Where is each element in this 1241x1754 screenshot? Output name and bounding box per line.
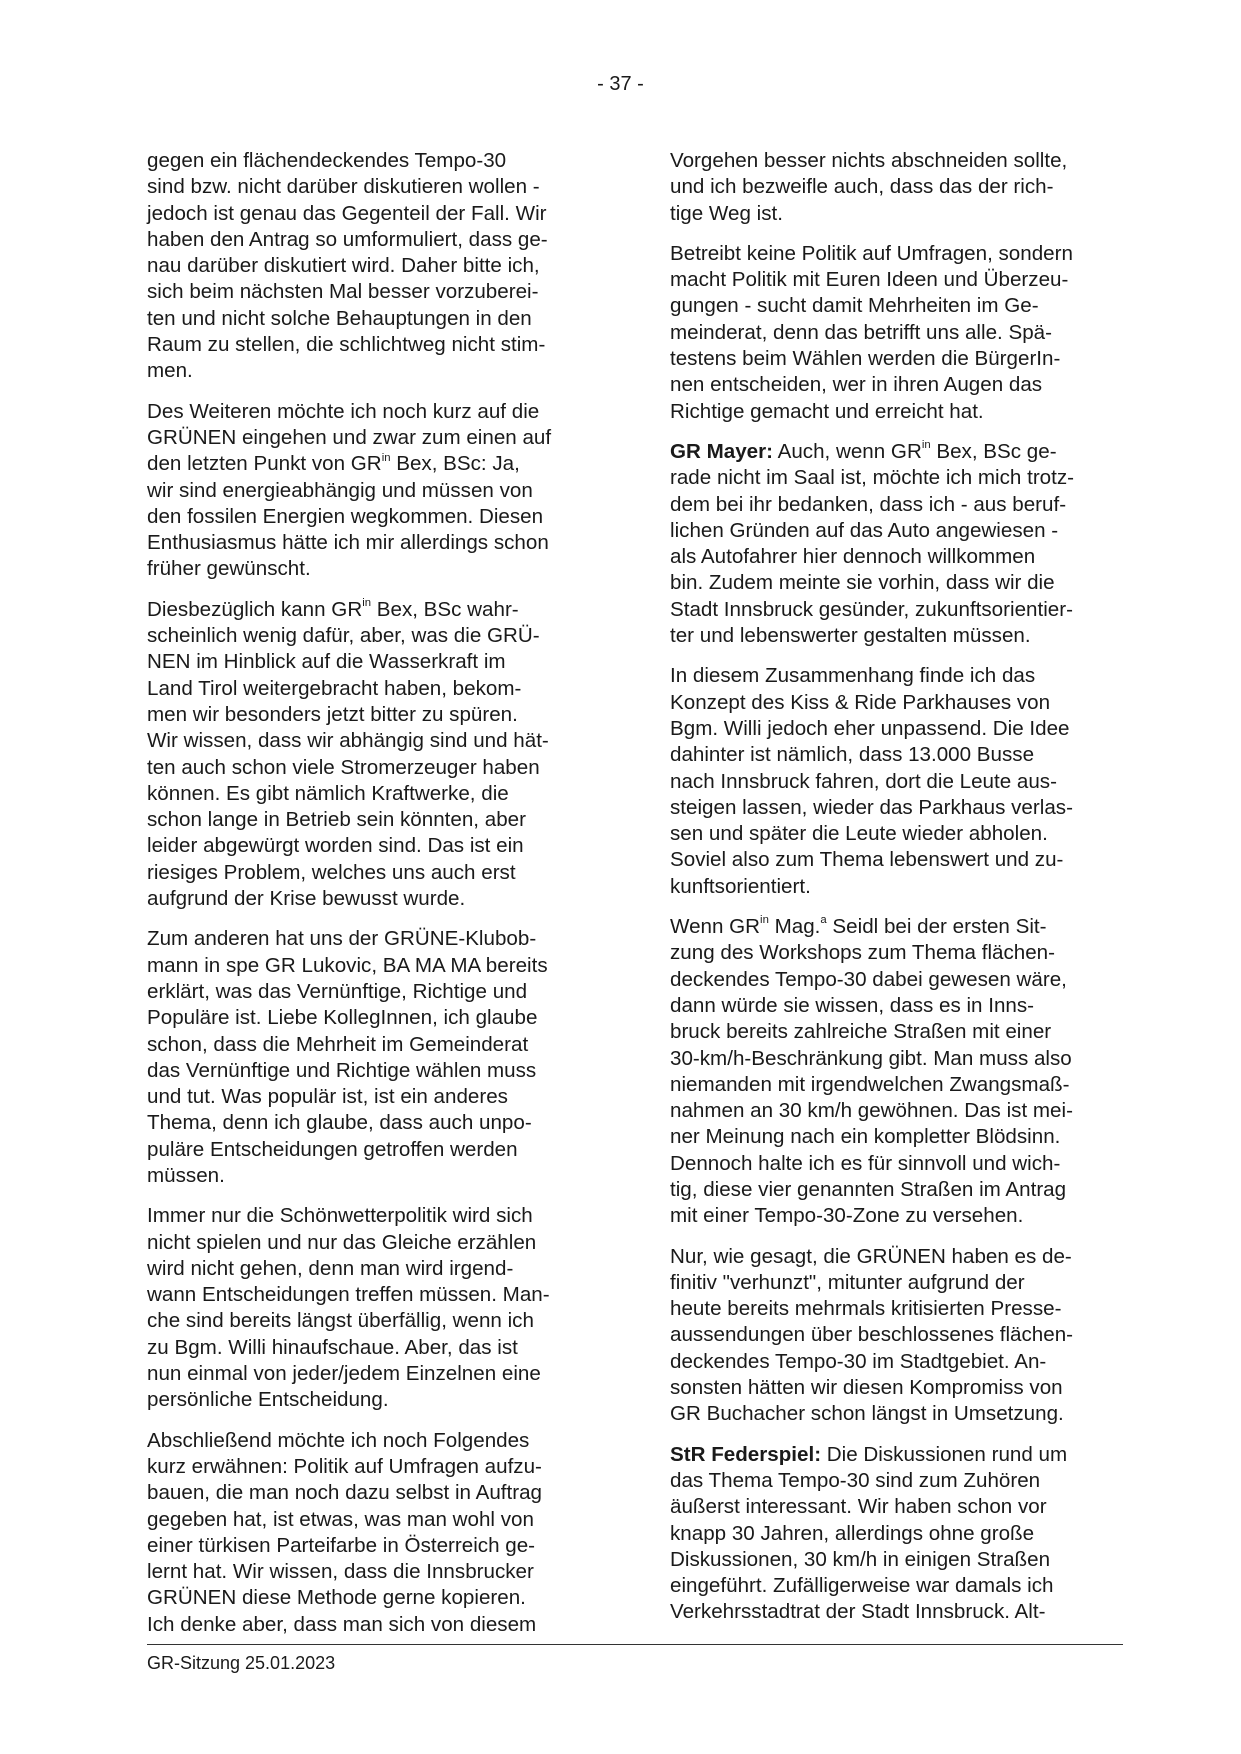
text-fragment: den letzten Punkt von GR xyxy=(147,452,382,476)
speaker-name: StR Federspiel: xyxy=(670,1442,822,1466)
text-line: dahinter ist nämlich, dass 13.000 Busse xyxy=(670,743,1035,767)
page-number: - 37 - xyxy=(597,73,644,95)
superscript: in xyxy=(921,439,931,452)
footer-divider xyxy=(147,1644,1123,1645)
paragraph xyxy=(147,926,603,1189)
text-fragment: Seidl bei der ersten Sit- xyxy=(826,915,1047,939)
text-line: GR Buchacher schon längst in Umsetzung. xyxy=(670,1402,1064,1426)
text-line: aufgrund der Krise bewusst wurde. xyxy=(147,887,466,911)
text-line: bruck bereits zahlreiche Straßen mit einer xyxy=(670,1020,1052,1044)
text-line: schon lange in Betrieb sein könnten, aber xyxy=(147,808,526,832)
text-line: sonsten hätten wir diesen Kompromiss von xyxy=(670,1376,1063,1400)
text-line: ten und nicht solche Behauptungen in den xyxy=(147,306,532,330)
text-line: zu Bgm. Willi hinaufschaue. Aber, das ist xyxy=(147,1335,518,1359)
speaker-name: GR Mayer: xyxy=(670,439,773,463)
text-line: wird nicht gehen, denn man wird irgend- xyxy=(147,1256,514,1280)
text-line xyxy=(670,914,1126,940)
text-line: ner Meinung nach ein kompletter Blödsinn. xyxy=(670,1125,1061,1149)
text-line: leider abgewürgt worden sind. Das ist ein xyxy=(147,834,524,858)
text-line: sich beim nächsten Mal besser vorzuberei- xyxy=(147,280,539,304)
text-line: nen entscheiden, wer in ihren Augen das xyxy=(670,373,1043,397)
text-line: rade nicht im Saal ist, möchte ich mich trotz- xyxy=(670,466,1075,490)
text-line: schon, dass die Mehrheit im Gemeinderat xyxy=(147,1032,529,1056)
text-line: In diesem Zusammenhang finde ich das xyxy=(670,664,1036,688)
paragraph xyxy=(147,399,603,583)
text-line: Dennoch halte ich es für sinnvoll und wich- xyxy=(670,1151,1061,1175)
text-line: jedoch ist genau das Gegenteil der Fall. Wir xyxy=(147,201,547,225)
text-line: das Thema Tempo-30 sind zum Zuhören xyxy=(670,1468,1041,1492)
text-line: den fossilen Energien wegkommen. Diesen xyxy=(147,504,544,528)
text-line: NEN im Hinblick auf die Wasserkraft im xyxy=(147,650,506,674)
text-line: eingeführt. Zufälligerweise war damals ich xyxy=(670,1574,1054,1598)
text-line: Konzept des Kiss & Ride Parkhauses von xyxy=(670,690,1051,714)
text-fragment: Mag. xyxy=(768,915,821,939)
text-fragment: Bex, BSc ge- xyxy=(930,439,1057,463)
text-line: gegen ein flächendeckendes Tempo-30 xyxy=(147,149,507,172)
superscript: a xyxy=(820,914,827,927)
paragraph xyxy=(670,439,1126,649)
text-line: als Autofahrer hier dennoch willkommen xyxy=(670,545,1036,569)
text-line: che sind bereits längst überfällig, wenn ich xyxy=(147,1309,534,1333)
paragraph xyxy=(147,148,603,385)
text-line: Vorgehen besser nichts abschneiden sollte, xyxy=(670,149,1068,172)
text-line: und tut. Was populär ist, ist ein anderes xyxy=(147,1085,508,1109)
text-line: gungen - sucht damit Mehrheiten im Ge- xyxy=(670,294,1039,318)
paragraph xyxy=(147,1428,603,1638)
text-line: persönliche Entscheidung. xyxy=(147,1388,389,1412)
superscript: in xyxy=(760,914,769,927)
paragraph xyxy=(670,148,1126,227)
text-line: men wir besonders jetzt bitter zu spüren. xyxy=(147,702,518,726)
text-line xyxy=(670,439,1126,465)
text-line: müssen. xyxy=(147,1163,225,1187)
text-line: Diskussionen, 30 km/h in einigen Straßen xyxy=(670,1547,1051,1571)
text-fragment: Wenn GR xyxy=(670,915,761,939)
text-line: Betreibt keine Politik auf Umfragen, sondern xyxy=(670,241,1073,265)
text-line: deckendes Tempo-30 dabei gewesen wäre, xyxy=(670,967,1067,991)
text-line: meinderat, denn das betrifft uns alle. Spä- xyxy=(670,320,1052,344)
text-line: lichen Gründen auf das Auto angewiesen - xyxy=(670,518,1059,542)
text-line: 30-km/h-Beschränkung gibt. Man muss also xyxy=(670,1046,1072,1070)
text-line: das Vernünftige und Richtige wählen muss xyxy=(147,1058,537,1082)
text-line: lernt hat. Wir wissen, dass die Innsbrucker xyxy=(147,1560,534,1584)
text-line: bin. Zudem meinte sie vorhin, dass wir die xyxy=(670,571,1055,595)
text-line: Zum anderen hat uns der GRÜNE-Klubob- xyxy=(147,927,537,951)
text-line: Abschließend möchte ich noch Folgendes xyxy=(147,1428,530,1452)
text-line: tig, diese vier genannten Straßen im Antrag xyxy=(670,1177,1067,1201)
superscript: in xyxy=(381,451,391,464)
left-column xyxy=(147,148,603,1652)
text-line: knapp 30 Jahren, allerdings ohne große xyxy=(670,1521,1035,1545)
text-line: können. Es gibt nämlich Kraftwerke, die xyxy=(147,781,509,805)
paragraph xyxy=(670,663,1126,900)
text-line: kurz erwähnen: Politik auf Umfragen aufzu- xyxy=(147,1454,542,1478)
text-line: wann Entscheidungen treffen müssen. Man- xyxy=(147,1283,550,1307)
text-line: Richtige gemacht und erreicht hat. xyxy=(670,399,984,423)
text-line: testens beim Wählen werden die BürgerIn- xyxy=(670,347,1061,371)
text-line: puläre Entscheidungen getroffen werden xyxy=(147,1137,518,1161)
text-line: sen und später die Leute wieder abholen. xyxy=(670,822,1048,846)
text-line: mit einer Tempo-30-Zone zu versehen. xyxy=(670,1204,1024,1228)
text-line: ter und lebenswerter gestalten müssen. xyxy=(670,624,1031,648)
text-line: GRÜNEN diese Methode gerne kopieren. xyxy=(147,1586,526,1610)
text-line: früher gewünscht. xyxy=(147,557,311,581)
text-line: und ich bezweifle auch, dass das der rich- xyxy=(670,175,1054,199)
text-fragment: Bex, BSc wahr- xyxy=(371,597,519,621)
text-line: erklärt, was das Vernünftige, Richtige und xyxy=(147,979,528,1003)
text-line: nau darüber diskutiert wird. Daher bitte ich, xyxy=(147,254,540,278)
text-line: Immer nur die Schönwetterpolitik wird sich xyxy=(147,1204,533,1228)
paragraph xyxy=(147,1203,603,1413)
paragraph xyxy=(670,914,1126,1230)
text-fragment: Diesbezüglich kann GR xyxy=(147,597,363,621)
text-line: GRÜNEN eingehen und zwar zum einen auf xyxy=(147,425,552,449)
text-fragment: Bex, BSc: Ja, xyxy=(390,452,520,476)
text-line: riesiges Problem, welches uns auch erst xyxy=(147,860,516,884)
text-line: gegeben hat, ist etwas, was man wohl von xyxy=(147,1507,534,1531)
text-line: bauen, die man noch dazu selbst in Auftrag xyxy=(147,1481,542,1505)
text-line: nahmen an 30 km/h gewöhnen. Das ist mei- xyxy=(670,1099,1073,1123)
text-line: Stadt Innsbruck gesünder, zukunftsorientier- xyxy=(670,597,1073,621)
text-line: steigen lassen, wieder das Parkhaus verlas- xyxy=(670,795,1073,819)
text-fragment: Auch, wenn GR xyxy=(773,439,922,463)
text-line: dem bei ihr bedanken, dass ich - aus beruf- xyxy=(670,492,1067,516)
text-line: Soviel also zum Thema lebenswert und zu- xyxy=(670,848,1064,872)
text-line: sind bzw. nicht darüber diskutieren wollen - xyxy=(147,175,540,199)
text-fragment: Die Diskussionen rund um xyxy=(821,1442,1068,1466)
text-line: einer türkisen Parteifarbe in Österreich ge- xyxy=(147,1533,536,1557)
text-line: äußerst interessant. Wir haben schon vor xyxy=(670,1495,1047,1519)
text-line: Bgm. Willi jedoch eher unpassend. Die Idee xyxy=(670,716,1070,740)
text-line xyxy=(147,451,603,477)
text-line: scheinlich wenig dafür, aber, was die GRÜ- xyxy=(147,624,540,648)
paragraph xyxy=(670,241,1126,425)
text-line: nach Innsbruck fahren, dort die Leute aus- xyxy=(670,769,1057,793)
text-line: Populäre ist. Liebe KollegInnen, ich glaube xyxy=(147,1006,538,1030)
text-line xyxy=(670,1442,1126,1468)
text-line: Thema, denn ich glaube, dass auch unpo- xyxy=(147,1111,532,1135)
text-line: heute bereits mehrmals kritisierten Presse- xyxy=(670,1297,1062,1321)
text-line: wir sind energieabhängig und müssen von xyxy=(147,478,533,502)
text-line: Enthusiasmus hätte ich mir allerdings schon xyxy=(147,531,549,555)
right-column xyxy=(670,148,1126,1640)
text-line: kunftsorientiert. xyxy=(670,874,811,898)
paragraph xyxy=(670,1442,1126,1626)
text-line xyxy=(147,597,603,623)
text-line: haben den Antrag so umformuliert, dass ge- xyxy=(147,227,548,251)
text-line: Land Tirol weitergebracht haben, bekom- xyxy=(147,676,522,700)
paragraph xyxy=(670,1244,1126,1428)
paragraph xyxy=(147,597,603,913)
text-line: nicht spielen und nur das Gleiche erzählen xyxy=(147,1230,537,1254)
text-line: Raum zu stellen, die schlichtweg nicht stim- xyxy=(147,333,546,357)
superscript: in xyxy=(362,597,372,610)
footer-session-date: GR-Sitzung 25.01.2023 xyxy=(147,1653,336,1673)
text-line: nun einmal von jeder/jedem Einzelnen eine xyxy=(147,1362,541,1386)
text-line: Ich denke aber, dass man sich von diesem xyxy=(147,1612,537,1636)
text-line: tige Weg ist. xyxy=(670,201,783,225)
text-line: mann in spe GR Lukovic, BA MA MA bereits xyxy=(147,953,548,977)
text-line: zung des Workshops zum Thema flächen- xyxy=(670,941,1055,965)
text-line: Nur, wie gesagt, die GRÜNEN haben es de- xyxy=(670,1244,1072,1268)
text-line: deckendes Tempo-30 im Stadtgebiet. An- xyxy=(670,1349,1047,1373)
text-line: ten auch schon viele Stromerzeuger haben xyxy=(147,755,540,779)
text-line: dann würde sie wissen, dass es in Inns- xyxy=(670,993,1035,1017)
text-line: niemanden mit irgendwelchen Zwangsmaß- xyxy=(670,1072,1070,1096)
text-line: aussendungen über beschlossenes flächen- xyxy=(670,1323,1074,1347)
text-line: macht Politik mit Euren Ideen und Überzeu- xyxy=(670,268,1069,292)
text-line: men. xyxy=(147,359,193,383)
text-line: finitiv "verhunzt", mitunter aufgrund der xyxy=(670,1270,1025,1294)
text-line: Verkehrsstadtrat der Stadt Innsbruck. Alt- xyxy=(670,1600,1046,1624)
text-line: Des Weiteren möchte ich noch kurz auf die xyxy=(147,399,540,423)
text-line: Wir wissen, dass wir abhängig sind und hät- xyxy=(147,729,549,753)
